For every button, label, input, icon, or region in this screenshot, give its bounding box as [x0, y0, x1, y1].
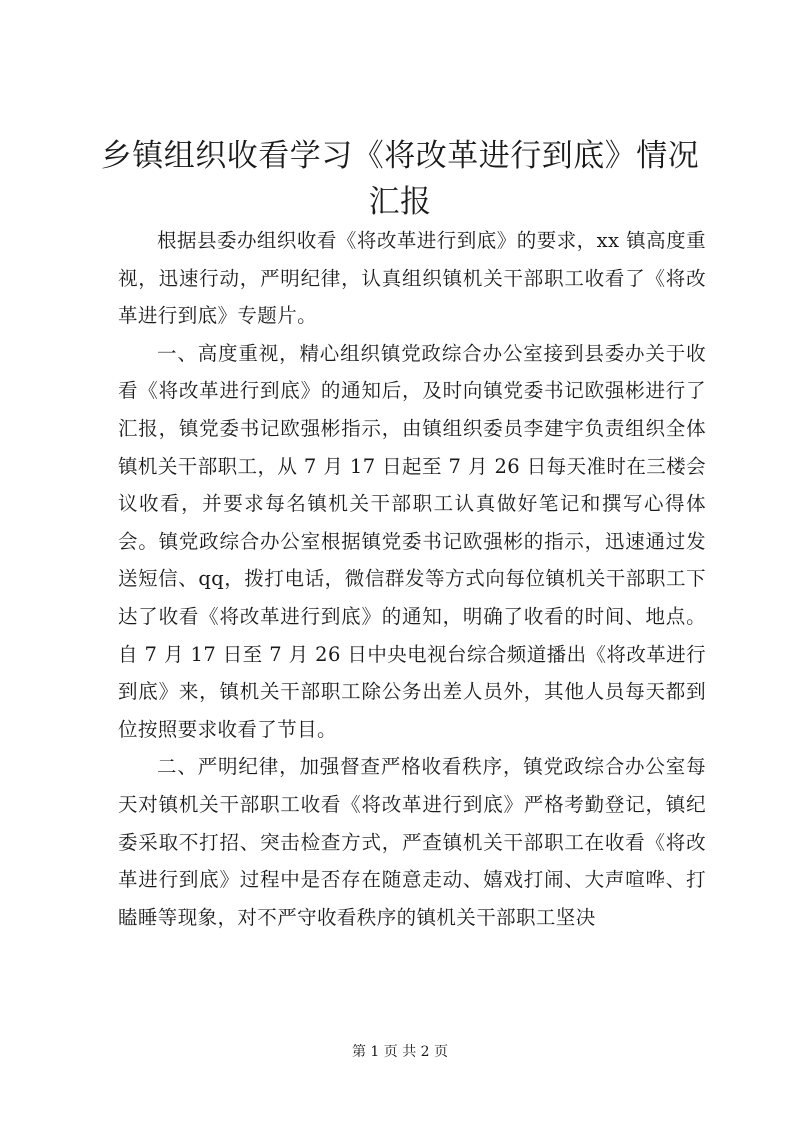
page-number-footer: 第 1 页 共 2 页: [351, 1044, 449, 1060]
paragraph-intro: 根据县委办组织收看《将改革进行到底》的要求，xx 镇高度重视，迅速行动，严明纪律，认真组织镇机关干部职工收看了《将改革进行到底》专题片。: [118, 229, 706, 328]
paragraph-section-2: 二、严明纪律，加强督查严格收看秩序，镇党政综合办公室每天对镇机关干部职工收看《将改革进行到底》严格考勤登记，镇纪委采取不打招、突击检查方式，严查镇机关干部职工在收看《将改革进行到底》过程中是否存在随意走动、嬉戏打闹、大声喧哗、打瞌睡等现象，对不严守收看秩序的镇机关干部职工坚决: [118, 755, 706, 929]
document-body: [118, 222, 706, 936]
document-title: 乡镇组织收看学习《将改革进行到底》情况汇报: [100, 138, 700, 220]
paragraph-section-1: 一、高度重视，精心组织镇党政综合办公室接到县委办关于收看《将改革进行到底》的通知后，及时向镇党委书记欧强彬进行了汇报，镇党委书记欧强彬指示，由镇组织委员李建宇负责组织全体镇机关干部职工，从 7 月 17 日起至 7 月 26 日每天准时在三楼会议收看，并要求每名镇机关干部职工认真做好笔记和撰写心得体会。镇党政综合办公室根据镇党委书记欧强彬的指示，迅速通过发送短信、qq，拨打电话，微信群发等方式向每位镇机关干部职工下达了收看《将改革进行到底》的通知，明确了收看的时间、地点。自 7 月 17 日至 7 月 26 日中央电视台综合频道播出《将改革进行到底》来，镇机关干部职工除公务出差人员外，其他人员每天都到位按照要求收看了节目。: [118, 341, 706, 741]
